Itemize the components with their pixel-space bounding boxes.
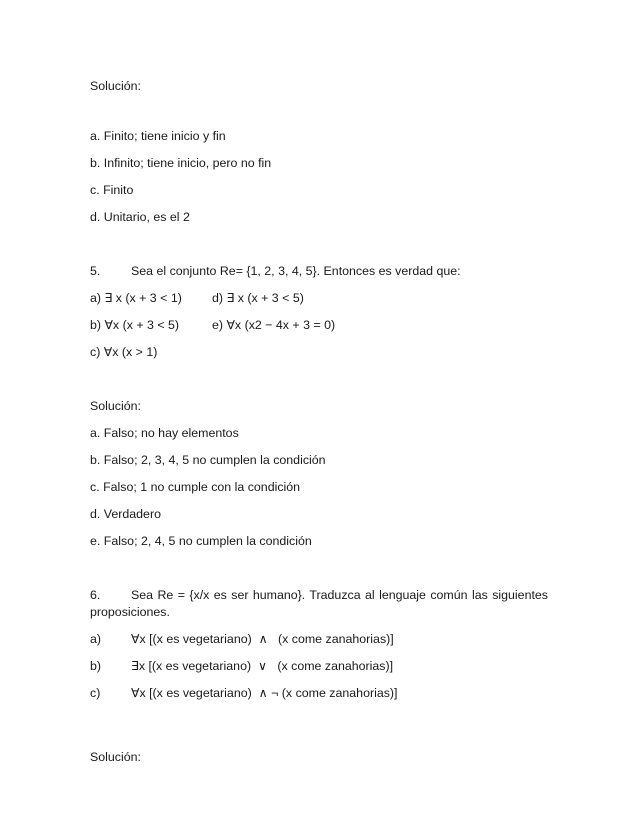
question-number: 6. bbox=[90, 588, 101, 602]
proposition-label: c) bbox=[90, 686, 101, 700]
question-5 bbox=[90, 263, 550, 279]
solution-item: d. Unitario, es el 2 bbox=[90, 210, 190, 224]
solution-item: d. Verdadero bbox=[90, 507, 161, 521]
option-row bbox=[90, 317, 550, 333]
solution-item: a. Falso; no hay elementos bbox=[90, 426, 239, 440]
solution-item: c. Finito bbox=[90, 183, 134, 197]
solution-item: c. Falso; 1 no cumple con la condición bbox=[90, 480, 301, 494]
option-row bbox=[90, 290, 550, 306]
solution-item: b. Falso; 2, 3, 4, 5 no cumplen la condición bbox=[90, 453, 326, 467]
question-6 bbox=[90, 587, 550, 603]
question-number: 5. bbox=[90, 264, 101, 278]
option-d: d) ∃ x (x + 3 < 5) bbox=[212, 291, 304, 305]
proposition-row bbox=[90, 658, 550, 674]
proposition-formula: ∀x [(x es vegetariano) ∧ ¬ (x come zanahorias)] bbox=[131, 686, 398, 700]
option-b: b) ∀x (x + 3 < 5) bbox=[90, 318, 180, 332]
question-statement-continued: proposiciones. bbox=[90, 605, 170, 619]
proposition-label: a) bbox=[90, 632, 102, 646]
proposition-formula: ∀x [(x es vegetariano) ∧ (x come zanahorias)] bbox=[131, 632, 394, 646]
option-e: e) ∀x (x2 − 4x + 3 = 0) bbox=[212, 318, 336, 332]
question-statement: Sea el conjunto Re= {1, 2, 3, 4, 5}. Entonces es verdad que: bbox=[131, 264, 461, 278]
proposition-label: b) bbox=[90, 659, 102, 673]
solution-item: b. Infinito; tiene inicio, pero no fin bbox=[90, 156, 272, 170]
solution-item: e. Falso; 2, 4, 5 no cumplen la condición bbox=[90, 534, 312, 548]
proposition-row bbox=[90, 685, 550, 701]
solution-heading: Solución: bbox=[90, 750, 141, 764]
solution-heading: Solución: bbox=[90, 399, 141, 413]
solution-heading: Solución: bbox=[90, 79, 141, 93]
question-statement: Sea Re = {x/x es ser humano}. Traduzca al lenguaje común las siguientes bbox=[131, 588, 548, 602]
option-a: a) ∃ x (x + 3 < 1) bbox=[90, 291, 182, 305]
solution-item: a. Finito; tiene inicio y fin bbox=[90, 129, 226, 143]
option-c: c) ∀x (x > 1) bbox=[90, 345, 158, 359]
proposition-row bbox=[90, 631, 550, 647]
proposition-formula: ∃x [(x es vegetariano) ∨ (x come zanahorias)] bbox=[131, 659, 394, 673]
